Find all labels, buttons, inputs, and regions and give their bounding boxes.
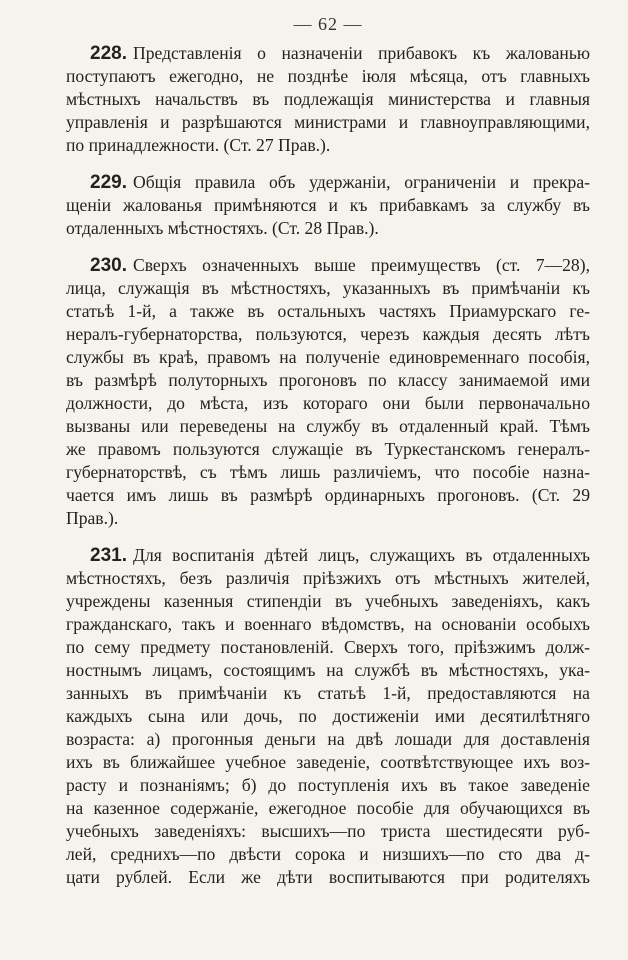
text-line: лей, среднихъ—по двѣсти сорока и низшихъ—по сто два д- (66, 844, 590, 864)
text-line: мѣстныхъ начальствъ въ подлежащія министерства и главныя (66, 89, 590, 109)
text-line: возраста: а) прогонныя деньги на двѣ лошади для доставленія (66, 729, 590, 749)
text-line: по принадлежности. (Ст. 27 Прав.). (66, 135, 331, 155)
article-228 (66, 42, 590, 157)
text-line: службы въ краѣ, правомъ на полученіе единовременнаго пособія, (66, 347, 590, 367)
text-line: 228. Представленія о назначеніи прибавокъ къ жалованью (90, 43, 590, 64)
article-230 (66, 254, 590, 530)
text-line: же правомъ пользуются служащіе въ Туркестанскомъ генералъ- (66, 439, 590, 459)
article-231 (66, 544, 590, 889)
article-number: 230. (90, 255, 127, 276)
text-line: каждыхъ сына или дочь, по достиженіи ими десятилѣтняго (66, 706, 590, 726)
text-line: управленія и разрѣшаются министрами и главноуправляющими, (66, 112, 590, 132)
text-line: цати рублей. Если же дѣти воспитываются при родителяхъ (66, 867, 590, 887)
text-line: занныхъ въ примѣчаніи къ статьѣ 1-й, предоставляются на (66, 683, 590, 703)
text-line: 231. Для воспитанія дѣтей лицъ, служащихъ въ отдаленныхъ (90, 545, 590, 566)
article-229 (66, 171, 590, 240)
text-line: ностнымъ лицамъ, состоящимъ на службѣ въ мѣстностяхъ, ука- (66, 660, 590, 680)
text-line: чается имъ лишь въ размѣрѣ ординарныхъ прогоновъ. (Ст. 29 (66, 485, 590, 505)
text-line: на казенное содержаніе, ежегодное пособіе для обучающихся въ (66, 798, 590, 818)
text-line: нералъ-губернаторства, пользуются, черезъ каждыя десять лѣтъ (66, 324, 590, 344)
text-line: должности, до мѣста, изъ котораго они были первоначально (66, 393, 590, 413)
text-line: 229. Общія правила объ удержаніи, ограниченіи и прекра- (90, 172, 590, 193)
page-number: — 62 — (293, 14, 363, 34)
text-line: 230. Сверхъ означенныхъ выше преимуществъ (ст. 7—28), (90, 255, 590, 276)
text-line: щеніи жалованья примѣняются и къ прибавкамъ за службу въ (66, 195, 590, 215)
text-line: вызваны или переведены на службу въ отдаленный край. Тѣмъ (66, 416, 590, 436)
text-line: учреждены казенныя стипендіи въ учебныхъ заведеніяхъ, какъ (66, 591, 590, 611)
article-number: 229. (90, 172, 127, 193)
text-line: ихъ въ ближайшее учебное заведеніе, соотвѣтствующее ихъ воз- (66, 752, 590, 772)
text-line: лица, служащія въ мѣстностяхъ, указанныхъ въ примѣчаніи къ (66, 278, 590, 298)
text-line: мѣстностяхъ, безъ различія пріѣзжихъ отъ мѣстныхъ жителей, (66, 568, 590, 588)
text-line: гражданскаго, такъ и военнаго вѣдомствъ, на основаніи особыхъ (66, 614, 590, 634)
text-line: статьѣ 1-й, а также въ остальныхъ частяхъ Приамурскаго ге- (66, 301, 590, 321)
article-number: 228. (90, 43, 127, 64)
text-line: губернаторствѣ, съ тѣмъ лишь различіемъ, что пособіе назна- (66, 462, 590, 482)
text-line: по сему предмету постановленій. Сверхъ того, пріѣзжимъ долж- (66, 637, 590, 657)
text-line: Прав.). (66, 508, 119, 528)
text-line: расту и познаніямъ; б) до поступленія ихъ въ такое заведеніе (66, 775, 590, 795)
text-line: въ размѣрѣ полуторныхъ прогоновъ по классу занимаемой ими (66, 370, 590, 390)
text-line: отдаленныхъ мѣстностяхъ. (Ст. 28 Прав.). (66, 218, 379, 238)
text-line: поступаютъ ежегодно, не позднѣе іюля мѣсяца, отъ главныхъ (66, 66, 590, 86)
article-number: 231. (90, 545, 127, 566)
text-line: учебныхъ заведеніяхъ: высшихъ—по триста шестидесяти руб- (66, 821, 590, 841)
